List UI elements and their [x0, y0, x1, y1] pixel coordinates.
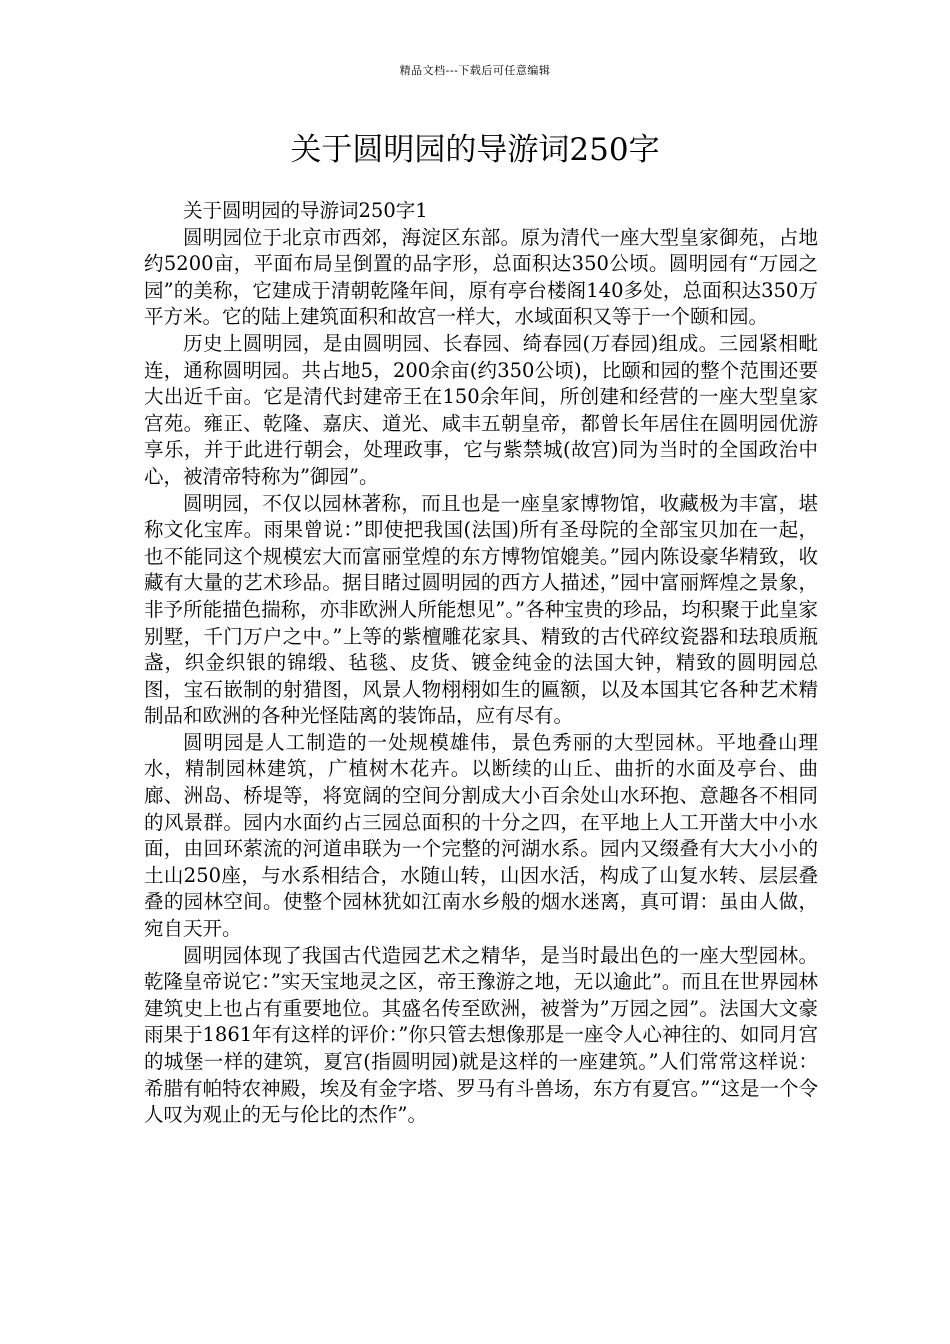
- document-body: [144, 198, 818, 1129]
- paragraph-3: 圆明园，不仅以园林著称，而且也是一座皇家博物馆，收藏极为丰富，堪称文化宝库。雨果曾说：”即使把我国(法国)所有圣母院的全部宝贝加在一起，也不能同这个规模宏大而富丽堂煌的东方博物馆媲美。”园内陈设豪华精致，收藏有大量的艺术珍品。据目睹过圆明园的西方人描述，”园中富丽辉煌之景象，非予所能描色揣称，亦非欧洲人所能想见”。”各种宝贵的珍品，均积聚于此皇家别墅，千门万户之中。”上等的紫檀雕花家具、精致的古代碎纹瓷器和珐琅质瓶盏，织金织银的锦缎、毡毯、皮货、镀金纯金的法国大钟，精致的圆明园总图，宝石嵌制的射猎图，风景人物栩栩如生的匾额，以及本国其它各种艺术精制品和欧洲的各种光怪陆离的装饰品，应有尽有。: [144, 491, 818, 728]
- document-title: 关于圆明园的导游词250字: [290, 132, 660, 168]
- paragraph-4: 圆明园是人工制造的一处规模雄伟，景色秀丽的大型园林。平地叠山理水，精制园林建筑，广植树木花卉。以断续的山丘、曲折的水面及亭台、曲廊、洲岛、桥堤等，将宽阔的空间分割成大小百余处山水环抱、意趣各不相同的风景群。园内水面约占三园总面积的十分之四，在平地上人工开凿大中小水面，由回环萦流的河道串联为一个完整的河湖水系。园内又缀叠有大大小小的土山250座，与水系相结合，水随山转，山因水活，构成了山复水转、层层叠叠的园林空间。使整个园林犹如江南水乡般的烟水迷离，真可谓：虽由人做，宛自天开。: [144, 730, 818, 941]
- header-note: 精品文档---下载后可任意编辑: [399, 64, 551, 77]
- paragraph-1: 圆明园位于北京市西郊，海淀区东部。原为清代一座大型皇家御苑，占地约5200亩，平面布局呈倒置的品字形，总面积达350公顷。圆明园有“万园之园”的美称，它建成于清朝乾隆年间，原有亭台楼阁140多处，总面积达350万平方米。它的陆上建筑面积和故宫一样大，水域面积又等于一个颐和园。: [144, 225, 818, 329]
- section-heading: 关于圆明园的导游词250字1: [183, 199, 428, 222]
- paragraph-5: 圆明园体现了我国古代造园艺术之精华，是当时最出色的一座大型园林。乾隆皇帝说它：”实天宝地灵之区，帝王豫游之地，无以逾此”。而且在世界园林建筑史上也占有重要地位。其盛名传至欧洲，被誉为”万园之园”。法国大文豪雨果于1861年有这样的评价：”你只管去想像那是一座令人心神往的、如同月宫的城堡一样的建筑，夏宫(指圆明园)就是这样的一座建筑。”人们常常这样说：希腊有帕特农神殿，埃及有金字塔、罗马有斗兽场，东方有夏宫。”“这是一个令人叹为观止的无与伦比的杰作”。: [144, 943, 818, 1127]
- paragraph-2: 历史上圆明园，是由圆明园、长春园、绮春园(万春园)组成。三园紧相毗连，通称圆明园。共占地5，200余亩(约350公顷)，比颐和园的整个范围还要大出近千亩。它是清代封建帝王在150余年间，所创建和经营的一座大型皇家宫苑。雍正、乾隆、嘉庆、道光、咸丰五朝皇帝，都曾长年居住在圆明园优游享乐，并于此进行朝会，处理政事，它与紫禁城(故宫)同为当时的全国政治中心，被清帝特称为”御园”。: [144, 331, 818, 488]
